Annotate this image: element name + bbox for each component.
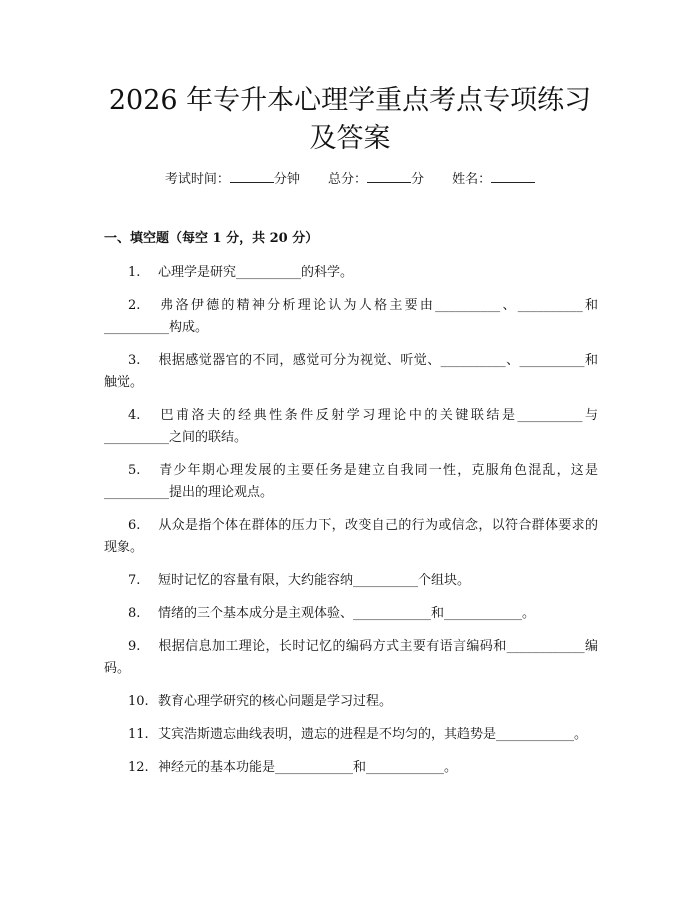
question-text: 艾宾浩斯遗忘曲线表明，遗忘的进程是不均匀的，其趋势是____________。 [158,727,588,742]
question-item [104,405,598,449]
question-text: 弗洛伊德的精神分析理论认为人格主要由__________、__________和__________构成。 [104,298,598,335]
question-number: 2. [128,298,141,313]
question-item [104,515,598,559]
question-item [104,350,598,394]
question-text: 巴甫洛夫的经典性条件反射学习理论中的关键联结是__________与__________之间的联结。 [104,408,598,445]
question-text: 神经元的基本功能是____________和____________。 [158,760,458,775]
question-number: 4. [128,408,141,423]
question-number: 3. [128,353,141,368]
exam-meta-line [0,169,700,189]
question-text: 根据感觉器官的不同，感觉可分为视觉、听觉、__________、__________和触觉。 [104,353,598,390]
question-item [104,460,598,504]
page-title: 2026 年专升本心理学重点考点专项练习及答案 [108,85,592,154]
question-number: 7. [128,573,141,588]
question-number: 10. [128,694,149,709]
question-text: 情绪的三个基本成分是主观体验、____________和____________。 [158,606,536,621]
question-number: 1. [128,265,141,280]
question-number: 11. [128,727,149,742]
total-score-blank [367,169,411,183]
question-item [104,262,598,284]
question-number: 12. [128,760,149,775]
question-item [104,295,598,339]
question-item [104,757,598,779]
question-text: 根据信息加工理论，长时记忆的编码方式主要有语言编码和____________编码。 [104,639,598,676]
question-text: 心理学是研究__________的科学。 [158,265,354,280]
total-score-label: 总分： [327,172,367,187]
name-label: 姓名： [452,172,492,187]
question-number: 8. [128,606,141,621]
question-number: 6. [128,518,141,533]
question-item [104,603,598,625]
question-item [104,636,598,680]
question-text: 短时记忆的容量有限，大约能容纳__________个组块。 [158,573,471,588]
question-text: 从众是指个体在群体的压力下，改变自己的行为或信念，以符合群体要求的现象。 [104,518,598,555]
total-score-unit: 分 [411,172,425,187]
exam-time-label: 考试时间： [164,172,230,187]
question-number: 5. [128,463,141,478]
exam-time-blank [230,169,274,183]
question-item [104,570,598,592]
question-list [104,262,598,790]
question-number: 9. [128,639,141,654]
question-item [104,691,598,713]
name-blank [491,169,535,183]
exam-time-unit: 分钟 [273,172,300,187]
question-text: 青少年期心理发展的主要任务是建立自我同一性，克服角色混乱，这是__________提出的理论观点。 [104,463,598,500]
question-text: 教育心理学研究的核心问题是学习过程。 [158,694,393,709]
question-item [104,724,598,746]
section-title: 一、填空题（每空 1 分，共 20 分） [104,231,319,246]
